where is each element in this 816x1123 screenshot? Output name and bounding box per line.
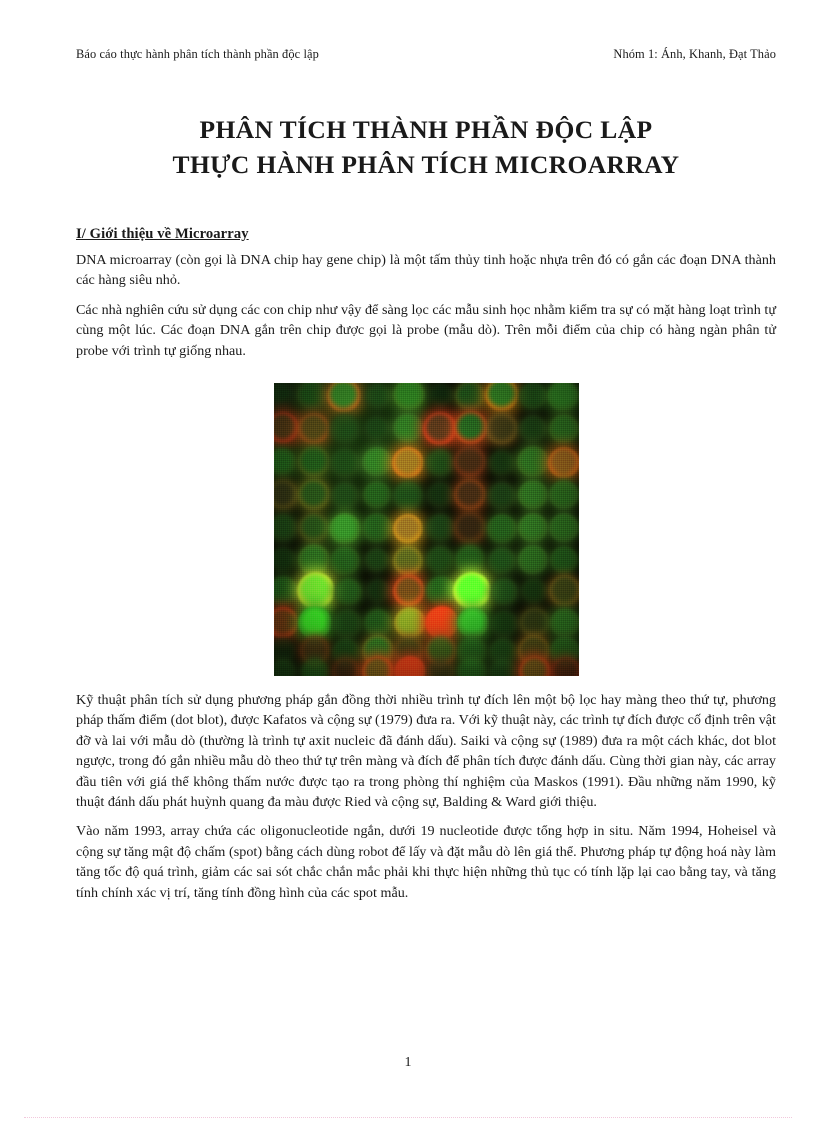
header-left-text: Báo cáo thực hành phân tích thành phần độc lập (76, 47, 319, 61)
microarray-spot (457, 607, 489, 639)
microarray-spot (393, 514, 423, 544)
section-heading-microarray: I/ Giới thiệu về Microarray (76, 226, 249, 242)
microarray-spot (485, 383, 519, 412)
microarray-spot (393, 575, 425, 607)
microarray-spot (329, 513, 361, 545)
paragraph-1: DNA microarray (còn gọi là DNA chip hay gene chip) là một tấm thủy tinh hoặc nhựa trên đó có gắn các đoạn DNA thành các hàng siêu nhỏ. (76, 252, 776, 289)
microarray-spot (393, 383, 425, 411)
microarray-spot (426, 576, 456, 606)
microarray-spot (274, 607, 299, 639)
microarray-spot (486, 413, 518, 445)
microarray-spot (297, 572, 335, 610)
microarray-spot (393, 413, 423, 443)
microarray-spot (454, 411, 488, 445)
microarray-spot (394, 607, 426, 639)
microarray-spot (488, 482, 516, 510)
microarray-spot (274, 412, 299, 444)
microarray-spot (274, 659, 296, 676)
microarray-spot (330, 546, 360, 576)
microarray-spot (487, 514, 517, 544)
title-line-2: THỰC HÀNH PHÂN TÍCH MICROARRAY (172, 150, 680, 179)
microarray-spot (327, 383, 361, 413)
microarray-spot (519, 415, 547, 443)
microarray-spot (518, 480, 548, 510)
microarray-spot (331, 482, 359, 510)
microarray-spot (454, 446, 486, 478)
paragraph-2: Các nhà nghiên cứu sử dụng các con chip như vậy để sàng lọc các mẫu sinh học nhằm kiểm tra sự có mặt hàng loạt trình tự cùng một lúc. Các đoạn DNA gắn trên chip được gọi là probe (mẫu dò). Trên mỗi điểm của chip có hàng ngàn phân tử probe với trình tự giống nhau. (76, 301, 776, 359)
microarray-spot (490, 578, 518, 606)
microarray-image (274, 383, 579, 676)
microarray-spot (393, 481, 423, 511)
microarray-spot (549, 575, 579, 607)
microarray-spot (550, 608, 579, 638)
microarray-spot (363, 481, 391, 509)
microarray-spot (274, 547, 296, 573)
microarray-spot (274, 514, 297, 542)
paragraph-4: Vào năm 1993, array chứa các oligonucleotide ngắn, dưới 19 nucleotide được tổng hợp in situ. Năm 1994, Hoheisel và cộng sự tăng mật độ chấm (spot) bằng cách dùng robot để lấy và đặt mẫu dò lên giá thể. Phương pháp tự động hoá này làm tăng tốc độ quá trình, giảm các sai sót chắc chắn mắc phải khi thực hiện những thủ tục có tính lặp lại cao bằng tay, và tăng tính chính xác vị trí, tăng tính đồng hình của các spot mẫu. (76, 823, 776, 901)
microarray-spot (548, 447, 579, 479)
bottom-dotted-rule (24, 1117, 792, 1119)
header-right-text: Nhóm 1: Ánh, Khanh, Đạt Thảo (613, 47, 776, 61)
microarray-spot (298, 606, 332, 640)
microarray-spot (427, 482, 453, 508)
microarray-spot (332, 609, 362, 639)
microarray-spot (551, 657, 579, 676)
microarray-spot (518, 545, 548, 575)
microarray-spot (489, 450, 515, 476)
microarray-spot (519, 383, 547, 410)
microarray-spot (518, 513, 548, 543)
microarray-spot (298, 446, 330, 478)
microarray-spot (549, 414, 579, 444)
microarray-spot (330, 414, 360, 444)
microarray-spot (362, 513, 392, 543)
microarray-spot (426, 546, 454, 574)
microarray-spot (549, 513, 579, 543)
microarray-spot (299, 513, 329, 543)
microarray-spot (297, 383, 327, 410)
microarray-spot (362, 447, 392, 477)
microarray-spot (426, 514, 454, 542)
microarray-spot (365, 548, 389, 572)
title-line-1: PHÂN TÍCH THÀNH PHẦN ĐỘC LẬP (199, 115, 653, 144)
microarray-spot (298, 413, 330, 445)
microarray-spot (517, 446, 549, 478)
microarray-spot (454, 512, 486, 544)
page-number: 1 (404, 1055, 412, 1070)
paragraph-3: Kỹ thuật phân tích sử dụng phương pháp gắn đồng thời nhiều trình tự đích lên một bộ lọc hay màng theo thứ tự, phương pháp thấm điểm (dot blot), được Kafatos và cộng sự (1979) đưa ra. Với kỹ thuật này, các trình tự đích được cố định trên vật đỡ và lai với mẫu dò (thường là trình tự axit nucleic đã đánh dấu). Saiki và cộng sự (1989) đưa ra một cách khác, dot blot ngược, trong đó gắn nhiều mẫu dò theo thứ tự trên màng và đích để phân tích được đánh dấu. Cùng thời gian này, các array đầu tiên với giá thể không thấm nước được tạo ra trong phòng thí nghiệm của Maskos (1991). Đầu những năm 1990, kỹ thuật đánh dấu phát huỳnh quang đa màu được Ried và cộng sự, Balding & Ward giới thiệu. (76, 692, 776, 811)
running-header (76, 47, 776, 62)
microarray-spot (454, 479, 486, 511)
microarray-spot (490, 610, 518, 638)
microarray-spot (366, 579, 390, 603)
figure-microarray (76, 383, 776, 676)
microarray-spot (274, 448, 296, 476)
document-title (76, 112, 776, 182)
microarray-spot (392, 447, 424, 479)
document-body (76, 224, 776, 912)
microarray-spot (455, 383, 485, 411)
microarray-spot (549, 480, 579, 510)
microarray-spot (547, 383, 579, 412)
microarray-spot (423, 412, 457, 446)
microarray-spot (426, 449, 454, 477)
microarray-spot (520, 608, 550, 638)
microarray-spot (455, 545, 485, 575)
microarray-spot (393, 546, 423, 576)
microarray-spot (429, 383, 453, 407)
microarray-spot (550, 546, 578, 574)
microarray-spot (274, 383, 294, 407)
microarray-spot (453, 572, 491, 610)
microarray-spot (274, 576, 298, 606)
microarray-spot (274, 480, 298, 510)
microarray-spot (334, 578, 362, 606)
microarray-spot (521, 578, 547, 604)
microarray-spot (488, 547, 516, 575)
microarray-spot (364, 416, 390, 442)
microarray-spot (365, 383, 391, 409)
microarray-spot (364, 609, 392, 637)
microarray-spot (330, 448, 360, 478)
microarray-spot (298, 479, 330, 511)
